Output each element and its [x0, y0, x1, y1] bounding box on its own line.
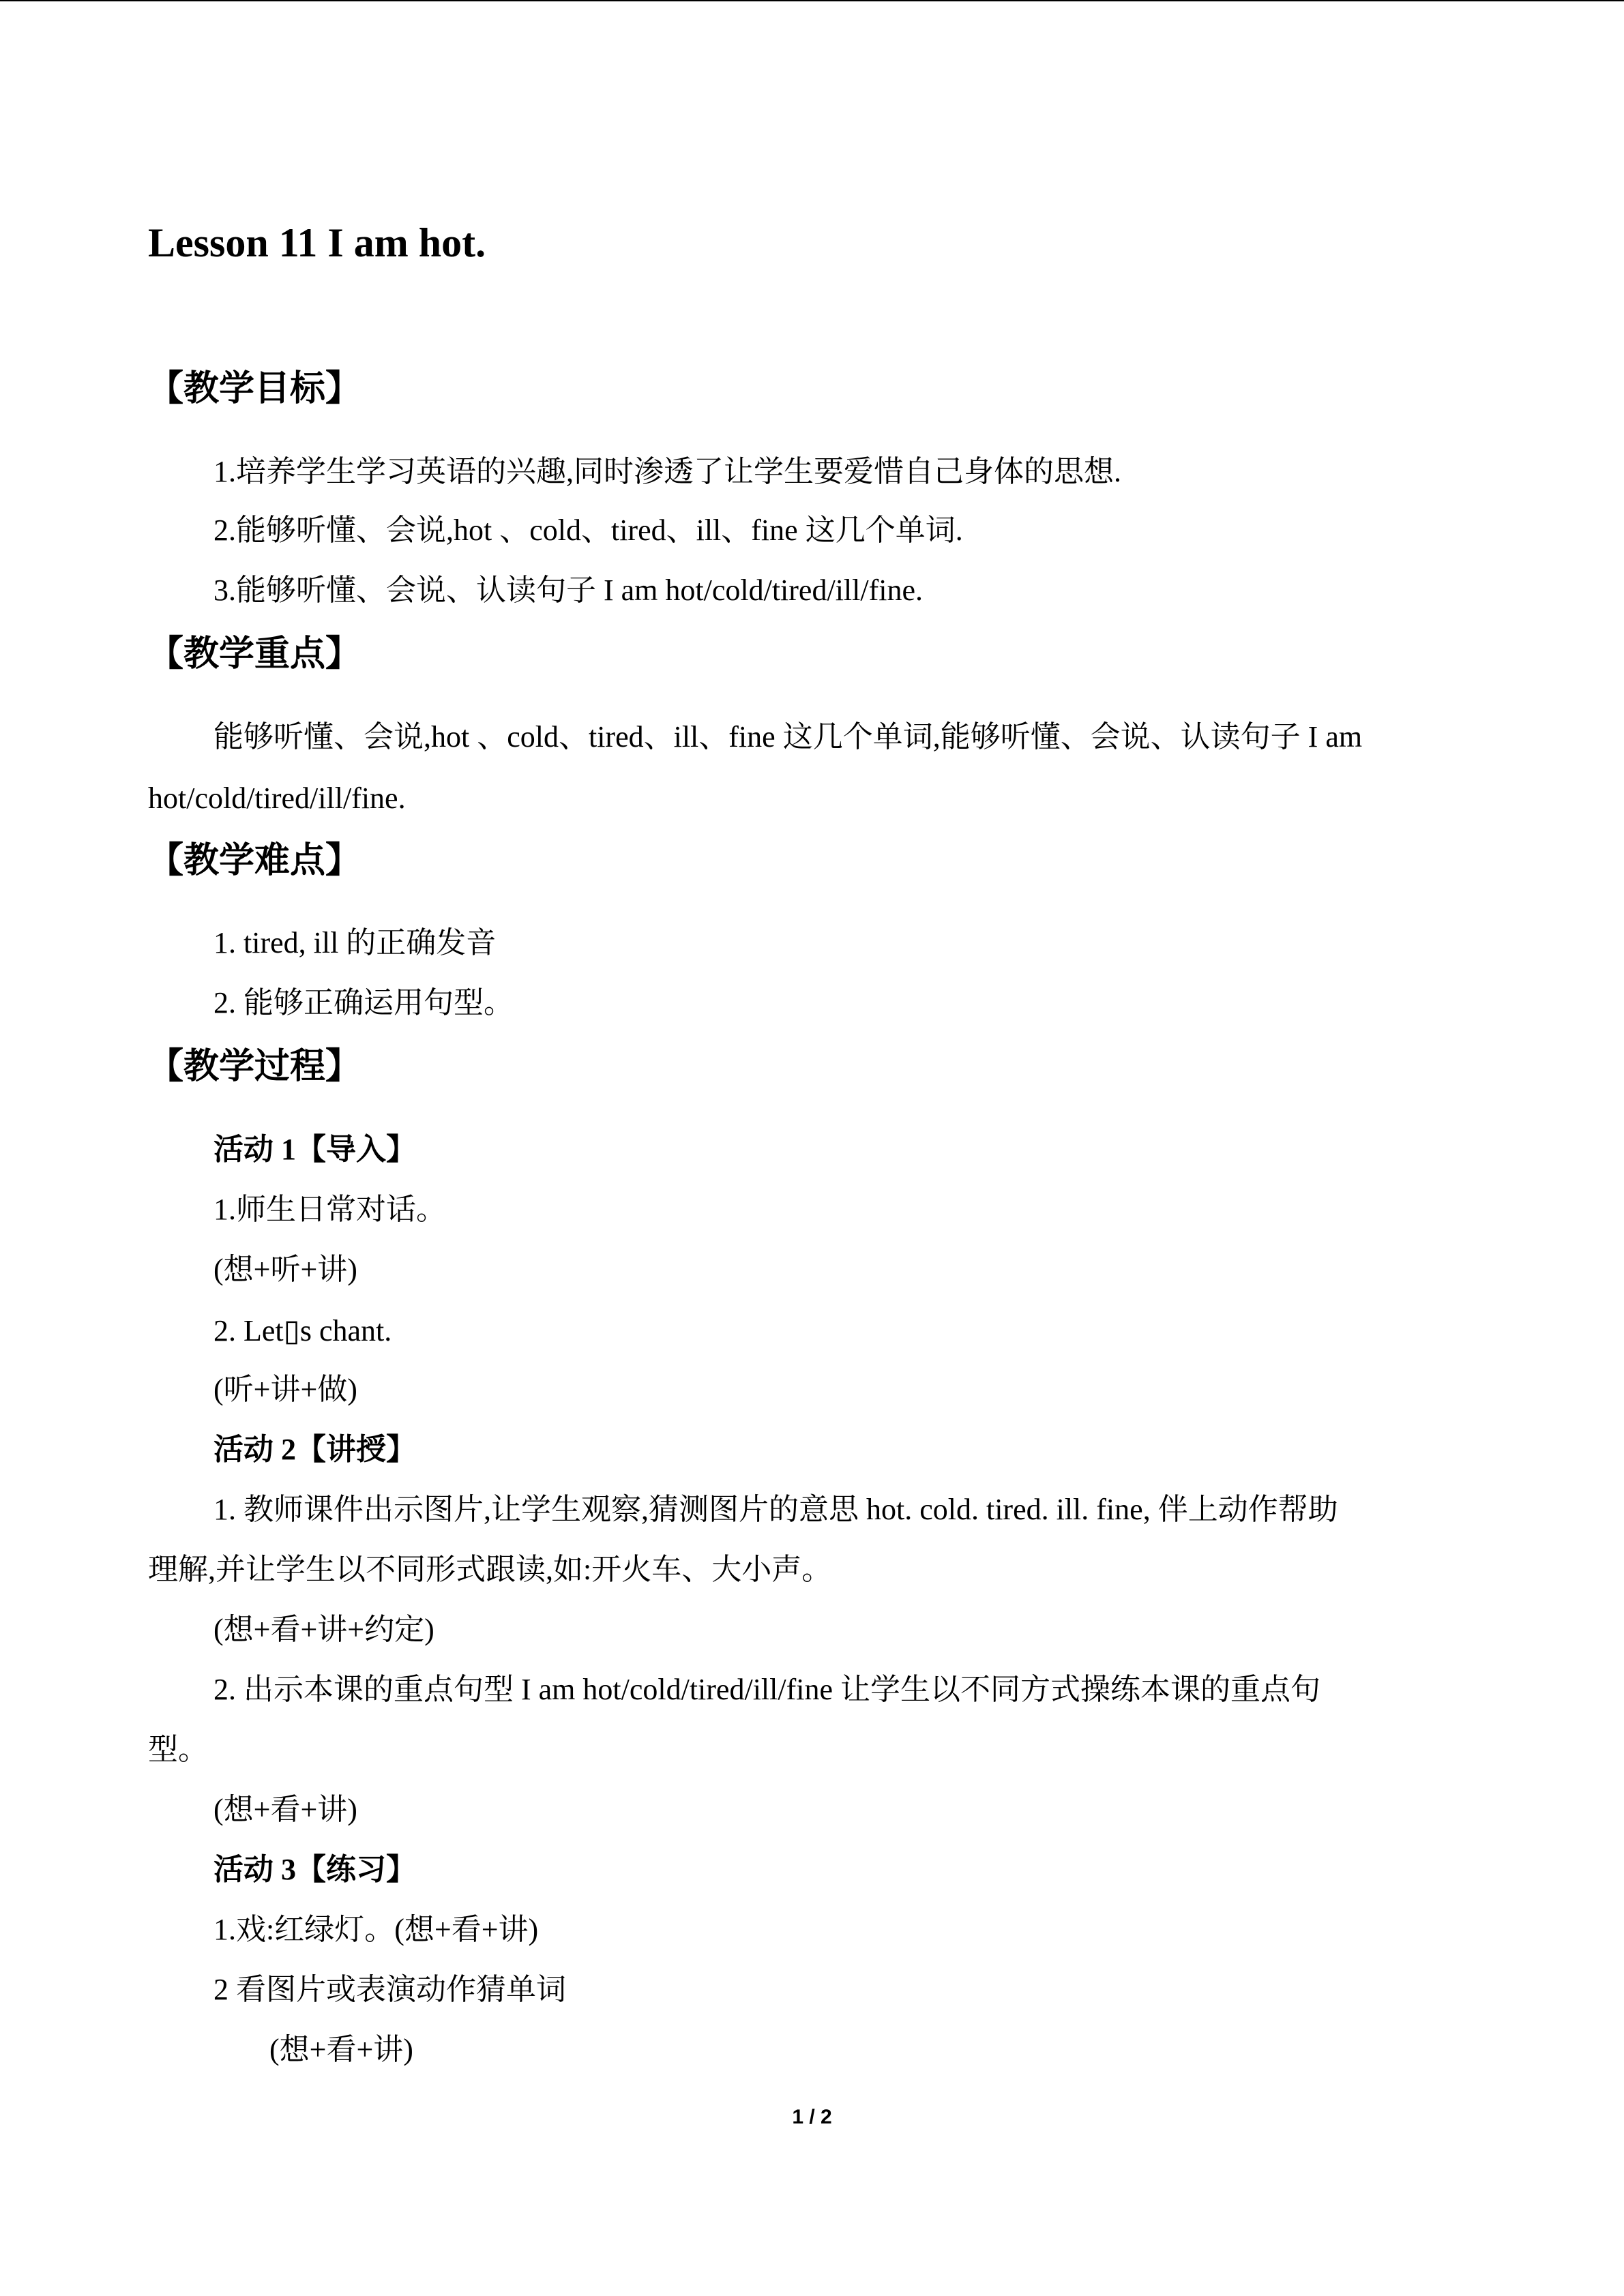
activity-1-line-1: 1.师生日常对话。: [213, 1193, 446, 1226]
activity-3-line-3: (想+看+讲): [269, 2033, 413, 2066]
section-heading-goals: 【教学目标】: [148, 370, 361, 408]
activity-2-line-5: 型。: [148, 1733, 208, 1766]
activity-2-line-6: (想+看+讲): [213, 1793, 357, 1826]
activity-2-line-4: 2. 出示本课的重点句型 I am hot/cold/tired/ill/fine 让学生以不同方式操练本课的重点句: [213, 1673, 1320, 1706]
section-heading-process: 【教学过程】: [148, 1047, 361, 1086]
key-points-line-2: hot/cold/tired/ill/fine.: [148, 781, 406, 815]
activity-2-line-1: 1. 教师课件出示图片,让学生观察,猜测图片的意思 hot. cold. tired. ill. fine, 伴上动作帮助: [213, 1493, 1338, 1526]
lesson-title: Lesson 11 I am hot.: [148, 220, 486, 265]
goals-line-1: 1.培养学生学习英语的兴趣,同时渗透了让学生要爱惜自己身体的思想.: [213, 455, 1121, 488]
activity-3-line-1: 1.戏:红绿灯。(想+看+讲): [213, 1913, 539, 1946]
section-heading-key-points: 【教学重点】: [148, 635, 361, 674]
section-heading-difficulties: 【教学难点】: [148, 841, 361, 880]
activity-1-label: 活动 1【导入】: [213, 1133, 416, 1166]
page-number: 1 / 2: [792, 2106, 832, 2128]
activity-1-line-3: 2. Let▯s chant.: [213, 1314, 392, 1347]
activity-3-line-2: 2 看图片或表演动作猜单词: [213, 1973, 566, 2006]
activity-1-line-2: (想+听+讲): [213, 1253, 357, 1286]
key-points-line-1: 能够听懂、会说,hot 、cold、tired、ill、fine 这几个单词,能够听懂、会说、认读句子 I am: [213, 720, 1363, 754]
activity-2-label: 活动 2【讲授】: [213, 1433, 416, 1466]
activity-1-line-4: (听+讲+做): [213, 1373, 357, 1406]
difficulties-line-1: 1. tired, ill 的正确发音: [213, 926, 497, 959]
difficulties-line-2: 2. 能够正确运用句型。: [213, 986, 514, 1019]
activity-2-line-2: 理解,并让学生以不同形式跟读,如:开火车、大小声。: [148, 1553, 832, 1586]
goals-line-3: 3.能够听懂、会说、认读句子 I am hot/cold/tired/ill/fine.: [213, 573, 923, 607]
activity-3-label: 活动 3【练习】: [213, 1853, 416, 1886]
activity-2-line-3: (想+看+讲+约定): [213, 1613, 434, 1646]
goals-line-2: 2.能够听懂、会说,hot 、cold、tired、ill、fine 这几个单词.: [213, 513, 963, 547]
